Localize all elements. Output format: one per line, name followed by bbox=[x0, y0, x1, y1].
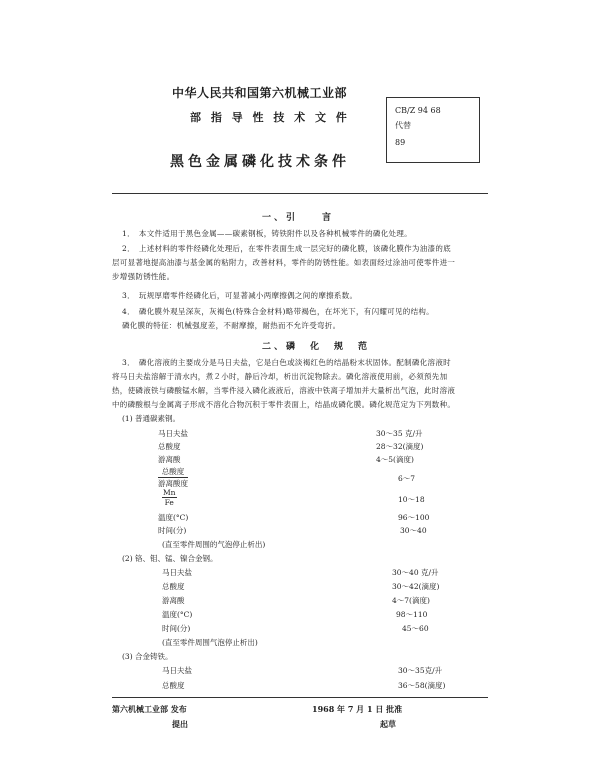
document-type: 部 指 导 性 技 术 文 件 bbox=[190, 111, 350, 124]
paragraph-2-line-1: 2． 上述材料的零件经磷化处理后，在零件表面生成一层完好的磷化膜，该磷化膜作为油漆的底 bbox=[122, 244, 451, 253]
param-name: 总酸度 bbox=[162, 681, 185, 690]
param-name: 温度(°C) bbox=[158, 513, 189, 522]
param-note: (直至零件周围的气泡停止析出) bbox=[162, 540, 266, 549]
sub-heading-alloy-steel: (2) 铬、钼、锰、镍合金钢。 bbox=[122, 554, 218, 563]
param-value: 4～5(滴度) bbox=[376, 455, 414, 464]
fraction-numerator: 总酸度 bbox=[158, 466, 188, 478]
section-heading-phosphating-spec: 二、磷 化 规 范 bbox=[262, 342, 371, 352]
param-value: 30～40 克/升 bbox=[392, 568, 439, 577]
param-name: 游离酸 bbox=[158, 455, 181, 464]
param-name: 马日夫盐 bbox=[158, 429, 188, 438]
param-name: 时间(分) bbox=[162, 624, 191, 633]
proposer-line: 提出 bbox=[172, 719, 188, 729]
param-value: 36～58(滴度) bbox=[398, 681, 446, 690]
param-value: 30～35 克/升 bbox=[376, 429, 423, 438]
fraction-denominator: Fe bbox=[164, 498, 174, 507]
ratio-acid-fraction bbox=[158, 466, 188, 489]
param-name: 温度(°C) bbox=[162, 610, 193, 619]
param-value: 30～40 bbox=[400, 526, 427, 535]
page-number: 89 bbox=[395, 138, 406, 147]
spec-paragraph-line-3: 热，使磷液铁与磷酸锰水解，当零件浸入磷化液液后，溶液中铁离子增加并大量析出气泡，此时溶液 bbox=[112, 386, 456, 395]
approval-date-line: 1968 年 7 月 1 日 批准 bbox=[312, 704, 403, 714]
paragraph-1: 1． 本文件适用于黑色金属——碳素钢板，铸铁附件以及各种机械零件的磷化处理。 bbox=[122, 229, 412, 238]
param-value: 10～18 bbox=[398, 495, 425, 504]
paragraph-5: 磷化膜的特征：机械强度差，不耐摩擦，耐热而不允许受弯折。 bbox=[122, 321, 341, 330]
sub-heading-carbon-steel: (1) 普通碳素钢。 bbox=[122, 414, 181, 423]
param-value: 30～35克/升 bbox=[398, 666, 443, 675]
param-name: 总酸度 bbox=[158, 442, 181, 451]
param-note: (直至零件周围气泡停止析出) bbox=[162, 638, 258, 647]
replaces-label: 代替 bbox=[395, 121, 411, 130]
param-name: 时间(分) bbox=[158, 526, 187, 535]
issuer-line: 第六机械工业部 发布 bbox=[112, 704, 187, 714]
param-value: 96～100 bbox=[398, 513, 430, 522]
param-name: 马日夫盐 bbox=[162, 568, 192, 577]
param-value: 98～110 bbox=[396, 610, 428, 619]
spec-paragraph-line-2: 将马日夫盐溶解于清水内，煮２小时，静后冷却，析出沉淀物除去。磷化溶液使用前，必须预先加 bbox=[112, 372, 448, 381]
param-value: 45～60 bbox=[402, 624, 429, 633]
param-name: 游离酸 bbox=[162, 596, 185, 605]
ratio-mn-fe-fraction bbox=[162, 488, 177, 507]
fraction-numerator: Mn bbox=[163, 488, 176, 497]
standard-code-box bbox=[386, 97, 480, 163]
paragraph-3: 3． 玩规厚磨零件经磷化后，可显著减小两摩擦偶之间的摩擦系数。 bbox=[122, 291, 358, 300]
param-name: 总酸度 bbox=[162, 582, 185, 591]
document-title: 黑色金属磷化技术条件 bbox=[170, 154, 350, 170]
paragraph-4: 4． 磷化膜外观呈深灰，灰褐色(特殊合金材料)略带褐色，在坏光下，有闪耀可见的结构。 bbox=[122, 307, 434, 316]
param-name: 马日夫盐 bbox=[162, 666, 192, 675]
header-rule bbox=[112, 193, 488, 194]
paragraph-2-line-2: 层可显著地提高油漆与基金属的粘附力，改善材料，零件的防锈性能。如表面经过涂油可使零件进一 bbox=[112, 258, 456, 267]
ministry-name: 中华人民共和国第六机械工业部 bbox=[172, 86, 348, 100]
sub-heading-alloy-cast-iron: (3) 合金铸铁。 bbox=[122, 652, 173, 661]
param-value: 30～42(滴度) bbox=[392, 582, 440, 591]
param-value: 28～32(滴度) bbox=[376, 442, 424, 451]
standard-code: CB/Z 94 68 bbox=[395, 106, 441, 115]
section-heading-introduction: 一、引 言 bbox=[262, 213, 335, 223]
spec-paragraph-line-1: 3． 磷化溶液的主要成分是马日夫盐，它是白色或淡褐红色的结晶粉末状固体。配制磷化溶液时 bbox=[122, 358, 451, 367]
spec-paragraph-line-4: 中的磷酸根与金属离子形成不溶化合物沉积于零件表面上，结晶成磷化膜。磷化规范定为下列数种。 bbox=[112, 400, 456, 409]
fraction-denominator: 游离酸度 bbox=[158, 479, 188, 488]
param-value: 4～7(滴度) bbox=[392, 596, 430, 605]
drafter-line: 起草 bbox=[380, 719, 396, 729]
footer-rule bbox=[112, 697, 488, 698]
param-value: 6～7 bbox=[398, 474, 416, 483]
paragraph-2-line-3: 步增强防锈性能。 bbox=[112, 272, 175, 281]
